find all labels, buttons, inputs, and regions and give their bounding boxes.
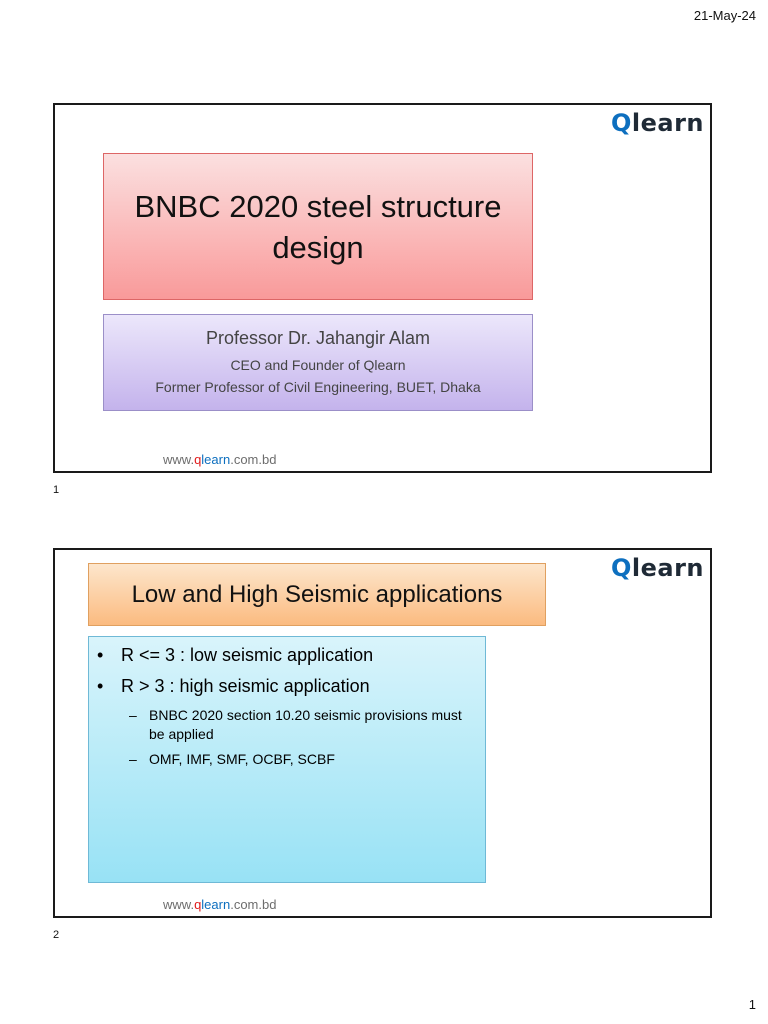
slide-number-2: 2 — [53, 929, 60, 941]
slide-1 — [53, 103, 712, 473]
slide-2-title: Low and High Seismic applications — [88, 563, 546, 626]
bullet-item: • R <= 3 : low seismic application — [97, 645, 374, 665]
footer-url: www.qlearn.com.bd — [163, 897, 277, 912]
presenter-role-1: CEO and Founder of Qlearn — [230, 356, 406, 373]
presenter-role-2: Former Professor of Civil Engineering, BUET, Dhaka — [155, 378, 481, 395]
qlearn-logo: Qlearn — [610, 109, 704, 137]
bullet-list — [88, 636, 486, 883]
sub-bullet-item: – BNBC 2020 section 10.20 seismic provisions must be applied — [129, 707, 462, 742]
qlearn-logo: Qlearn — [610, 554, 704, 582]
footer-url: www.qlearn.com.bd — [163, 452, 277, 467]
page-date: 21-May-24 — [693, 8, 756, 23]
bullet-item: • R > 3 : high seismic application — [97, 676, 370, 696]
page-number: 1 — [748, 997, 756, 1012]
slide-2 — [53, 548, 712, 918]
slide-1-title: BNBC 2020 steel structure design — [103, 153, 533, 300]
presenter-box — [103, 314, 533, 411]
slide-number-1: 1 — [53, 484, 60, 496]
presenter-name: Professor Dr. Jahangir Alam — [205, 327, 431, 348]
sub-bullet-item: – OMF, IMF, SMF, OCBF, SCBF — [129, 751, 335, 767]
